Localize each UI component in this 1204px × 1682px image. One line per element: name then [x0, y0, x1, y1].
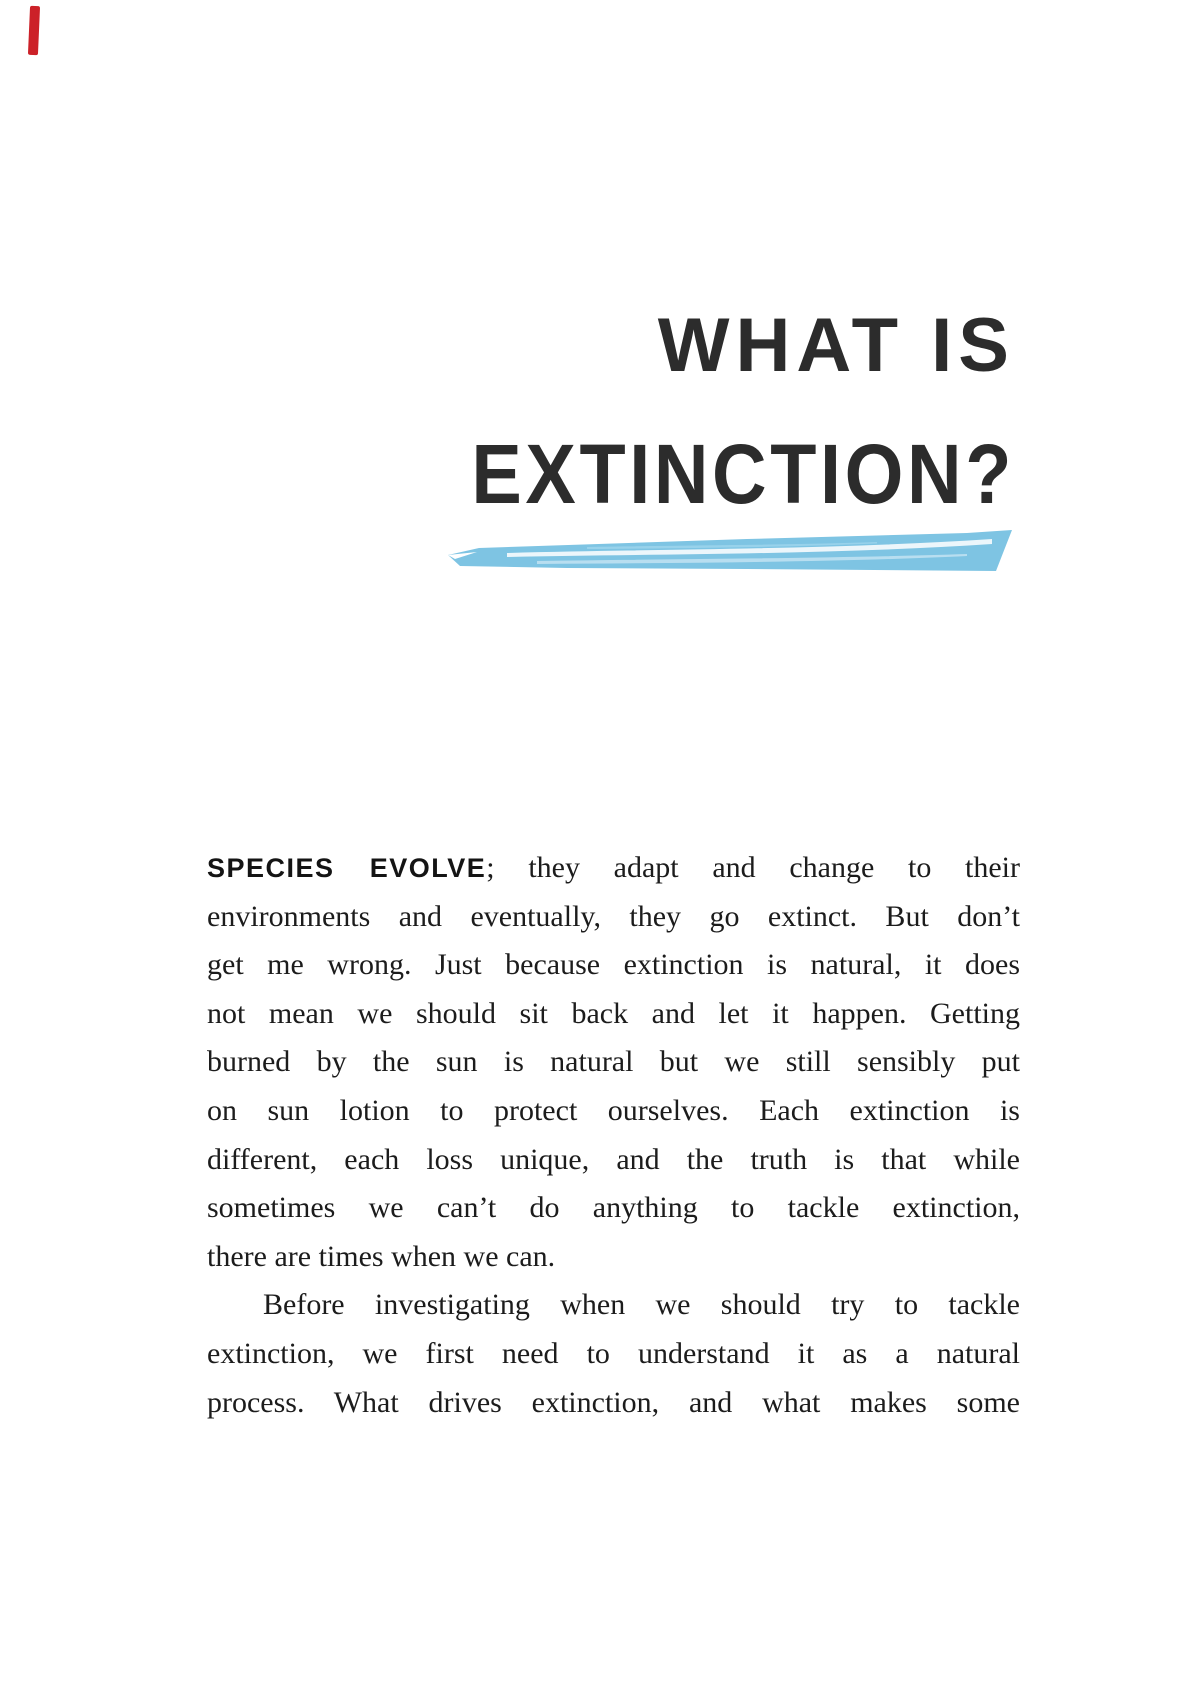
- chapter-title-line-2: [411, 427, 1015, 521]
- text-line: process. What drives extinction, and what makes some: [207, 1385, 1020, 1419]
- text-line: not mean we should sit back and let it happen. Getting: [207, 996, 1020, 1030]
- text-line: get me wrong. Just because extinction is natural, it does: [207, 948, 1020, 982]
- lead-small-caps: SPECIES EVOLVE: [207, 853, 487, 883]
- paragraph: [207, 844, 1020, 1281]
- brush-underline-graphic: [447, 528, 1013, 580]
- red-scan-artifact: [28, 6, 40, 55]
- text-line: there are times when we can.: [207, 1239, 556, 1273]
- text-line: burned by the sun is natural but we still sensibly put: [207, 1045, 1020, 1079]
- body-text: [207, 844, 1020, 1427]
- text-line: sometimes we can’t do anything to tackle extinction,: [207, 1191, 1020, 1225]
- chapter-title-line-2-text: EXTINCTION?: [471, 427, 1015, 521]
- text-line: on sun lotion to protect ourselves. Each extinction is: [207, 1093, 1020, 1127]
- text-line: different, each loss unique, and the truth is that while: [207, 1142, 1020, 1176]
- text-line: SPECIES EVOLVE; they adapt and change to their: [207, 851, 1020, 884]
- text-line: Before investigating when we should try to tackle: [263, 1288, 1020, 1322]
- chapter-title-line-1: WHAT IS: [657, 303, 1015, 388]
- text-line: extinction, we first need to understand it as a natural: [207, 1336, 1020, 1370]
- paragraph: [207, 1281, 1020, 1427]
- text-line: environments and eventually, they go extinct. But don’t: [207, 899, 1020, 933]
